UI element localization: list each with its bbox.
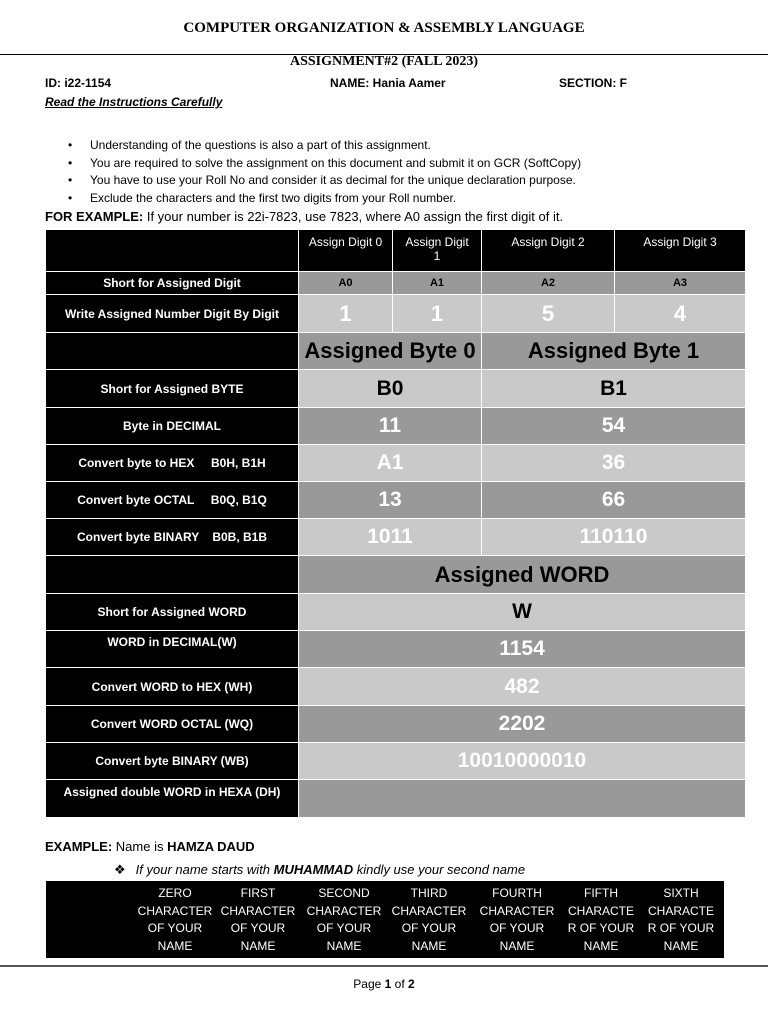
name-example-line	[45, 839, 255, 854]
char-header-line: NAME	[411, 938, 447, 953]
page-prefix: Page	[353, 977, 385, 991]
instruction-item: • You are required to solve the assignment on this document and submit it on GCR (SoftCopy)	[68, 155, 581, 173]
header-digit-3: Assign Digit 3	[615, 230, 746, 272]
char-header-line: CHARACTER	[479, 903, 555, 918]
instruction-item: • You have to use your Roll No and consider it as decimal for the unique declaration purpose.	[68, 172, 581, 190]
char-header-line: NAME	[583, 938, 619, 953]
digit-value-3: 4	[615, 295, 746, 333]
row-label-byte-hex: Convert byte to HEX B0H, B1H	[46, 445, 299, 482]
char-header-line: CHARACTER	[306, 903, 382, 918]
byte-hex-b1: 36	[482, 445, 746, 482]
char-header-line: OF YOUR	[230, 921, 286, 935]
char-header-4	[476, 885, 558, 955]
char-header-line: NAME	[157, 938, 193, 953]
header-digit-0: Assign Digit 0	[299, 230, 393, 272]
row-label-short-word: Short for Assigned WORD	[46, 594, 299, 631]
byte-header-1: Assigned Byte 1	[482, 333, 746, 370]
char-header-line: FIFTH	[584, 886, 618, 900]
example-line	[45, 209, 563, 224]
byte-header-blank-cell	[46, 333, 299, 370]
row-label-word-binary: Convert byte BINARY (WB)	[46, 743, 299, 780]
byte-header-0: Assigned Byte 0	[299, 333, 482, 370]
char-header-line: FOURTH	[492, 886, 542, 900]
page-total: 2	[408, 977, 415, 991]
student-section: SECTION: F	[559, 76, 627, 90]
name-example-name: HAMZA DAUD	[167, 839, 255, 854]
short-digit-a1: A1	[393, 272, 482, 295]
row-label-word-decimal: WORD in DECIMAL(W)	[46, 631, 299, 668]
row-label-digits: Write Assigned Number Digit By Digit	[46, 295, 299, 333]
word-header-blank-cell	[46, 556, 299, 594]
header-blank-cell	[46, 230, 299, 272]
row-label-word-hex: Convert WORD to HEX (WH)	[46, 668, 299, 706]
char-header-line: THIRD	[410, 886, 448, 900]
char-header-line: R OF YOUR	[567, 921, 635, 935]
char-header-line: CHARACTER	[391, 903, 467, 918]
row-label-short-digit: Short for Assigned Digit	[46, 272, 299, 295]
page-mid: of	[391, 977, 409, 991]
char-header-5	[565, 885, 637, 955]
byte-binary-b0: 1011	[299, 519, 482, 556]
instruction-item: • Understanding of the questions is also a part of this assignment.	[68, 137, 581, 155]
row-label-byte-decimal: Byte in DECIMAL	[46, 408, 299, 445]
row-label-short-byte: Short for Assigned BYTE	[46, 370, 299, 408]
example-text: If your number is 22i-7823, use 7823, where A0 assign the first digit of it.	[143, 209, 564, 224]
char-header-line: NAME	[240, 938, 276, 953]
byte-decimal-b0: 11	[299, 408, 482, 445]
row-label-word-octal: Convert WORD OCTAL (WQ)	[46, 706, 299, 743]
char-header-line: SECOND	[318, 886, 370, 900]
short-byte-b1: B1	[482, 370, 746, 408]
char-header-line: CHARACTER	[137, 903, 213, 918]
byte-hex-b0: A1	[299, 445, 482, 482]
header-digit-1: Assign Digit 1	[393, 230, 482, 272]
char-header-line: OF YOUR	[489, 921, 545, 935]
char-header-line: CHARACTE	[647, 903, 714, 918]
short-digit-a3: A3	[615, 272, 746, 295]
word-header: Assigned WORD	[299, 556, 746, 594]
short-digit-a0: A0	[299, 272, 393, 295]
byte-octal-b1: 66	[482, 482, 746, 519]
short-digit-a2: A2	[482, 272, 615, 295]
char-header-line: FIRST	[240, 886, 276, 900]
student-id: ID: i22-1154	[45, 76, 112, 90]
name-note-before: If your name starts with	[135, 862, 274, 877]
char-header-line: NAME	[326, 938, 362, 953]
diamond-bullet-icon: ❖	[114, 862, 126, 877]
char-header-line: CHARACTER	[220, 903, 296, 918]
char-header-line: OF YOUR	[316, 921, 372, 935]
byte-binary-b1: 110110	[482, 519, 746, 556]
digit-value-2: 5	[482, 295, 615, 333]
word-decimal-value: 1154	[299, 631, 746, 668]
instruction-item: • Exclude the characters and the first two digits from your Roll number.	[68, 190, 581, 208]
page-number	[0, 977, 768, 991]
digit-value-0: 1	[299, 295, 393, 333]
char-header-0	[131, 885, 219, 955]
byte-octal-b0: 13	[299, 482, 482, 519]
name-example-text: Name is	[112, 839, 168, 854]
document-title: COMPUTER ORGANIZATION & ASSEMBLY LANGUAGE	[183, 20, 585, 36]
example-label: FOR EXAMPLE:	[45, 209, 144, 224]
char-header-6	[644, 885, 718, 955]
name-character-table	[46, 881, 724, 958]
char-header-1	[219, 885, 297, 955]
header-digit-2: Assign Digit 2	[482, 230, 615, 272]
char-header-2	[304, 885, 384, 955]
digit-value-1: 1	[393, 295, 482, 333]
char-header-line: SIXTH	[663, 886, 699, 900]
name-note-name: MUHAMMAD	[273, 862, 354, 877]
row-label-dword-hex: Assigned double WORD in HEXA (DH)	[46, 780, 299, 818]
char-header-line: ZERO	[158, 886, 192, 900]
word-hex-value: 482	[299, 668, 746, 706]
dword-hex-value	[299, 780, 746, 818]
short-word-value: W	[299, 594, 746, 631]
row-label-byte-binary: Convert byte BINARY B0B, B1B	[46, 519, 299, 556]
row-label-byte-octal: Convert byte OCTAL B0Q, B1Q	[46, 482, 299, 519]
short-byte-b0: B0	[299, 370, 482, 408]
student-name: NAME: Hania Aamer	[330, 76, 446, 90]
footer-rule	[0, 965, 768, 967]
word-binary-value: 10010000010	[299, 743, 746, 780]
page-current: 1	[384, 977, 392, 991]
char-header-3	[390, 885, 468, 955]
instructions-heading: Read the Instructions Carefully	[45, 95, 223, 109]
char-header-line: R OF YOUR	[647, 921, 715, 935]
conversion-table	[46, 230, 746, 818]
char-header-line: NAME	[499, 938, 535, 953]
name-note	[114, 862, 525, 878]
name-example-label: EXAMPLE:	[45, 839, 113, 854]
char-header-line: OF YOUR	[401, 921, 457, 935]
instructions-list	[68, 137, 581, 207]
assignment-title: ASSIGNMENT#2 (FALL 2023)	[290, 54, 478, 69]
word-octal-value: 2202	[299, 706, 746, 743]
name-note-after: kindly use your second name	[353, 862, 526, 877]
char-header-line: OF YOUR	[147, 921, 203, 935]
char-header-line: CHARACTE	[567, 903, 634, 918]
char-header-line: NAME	[663, 938, 699, 953]
byte-decimal-b1: 54	[482, 408, 746, 445]
